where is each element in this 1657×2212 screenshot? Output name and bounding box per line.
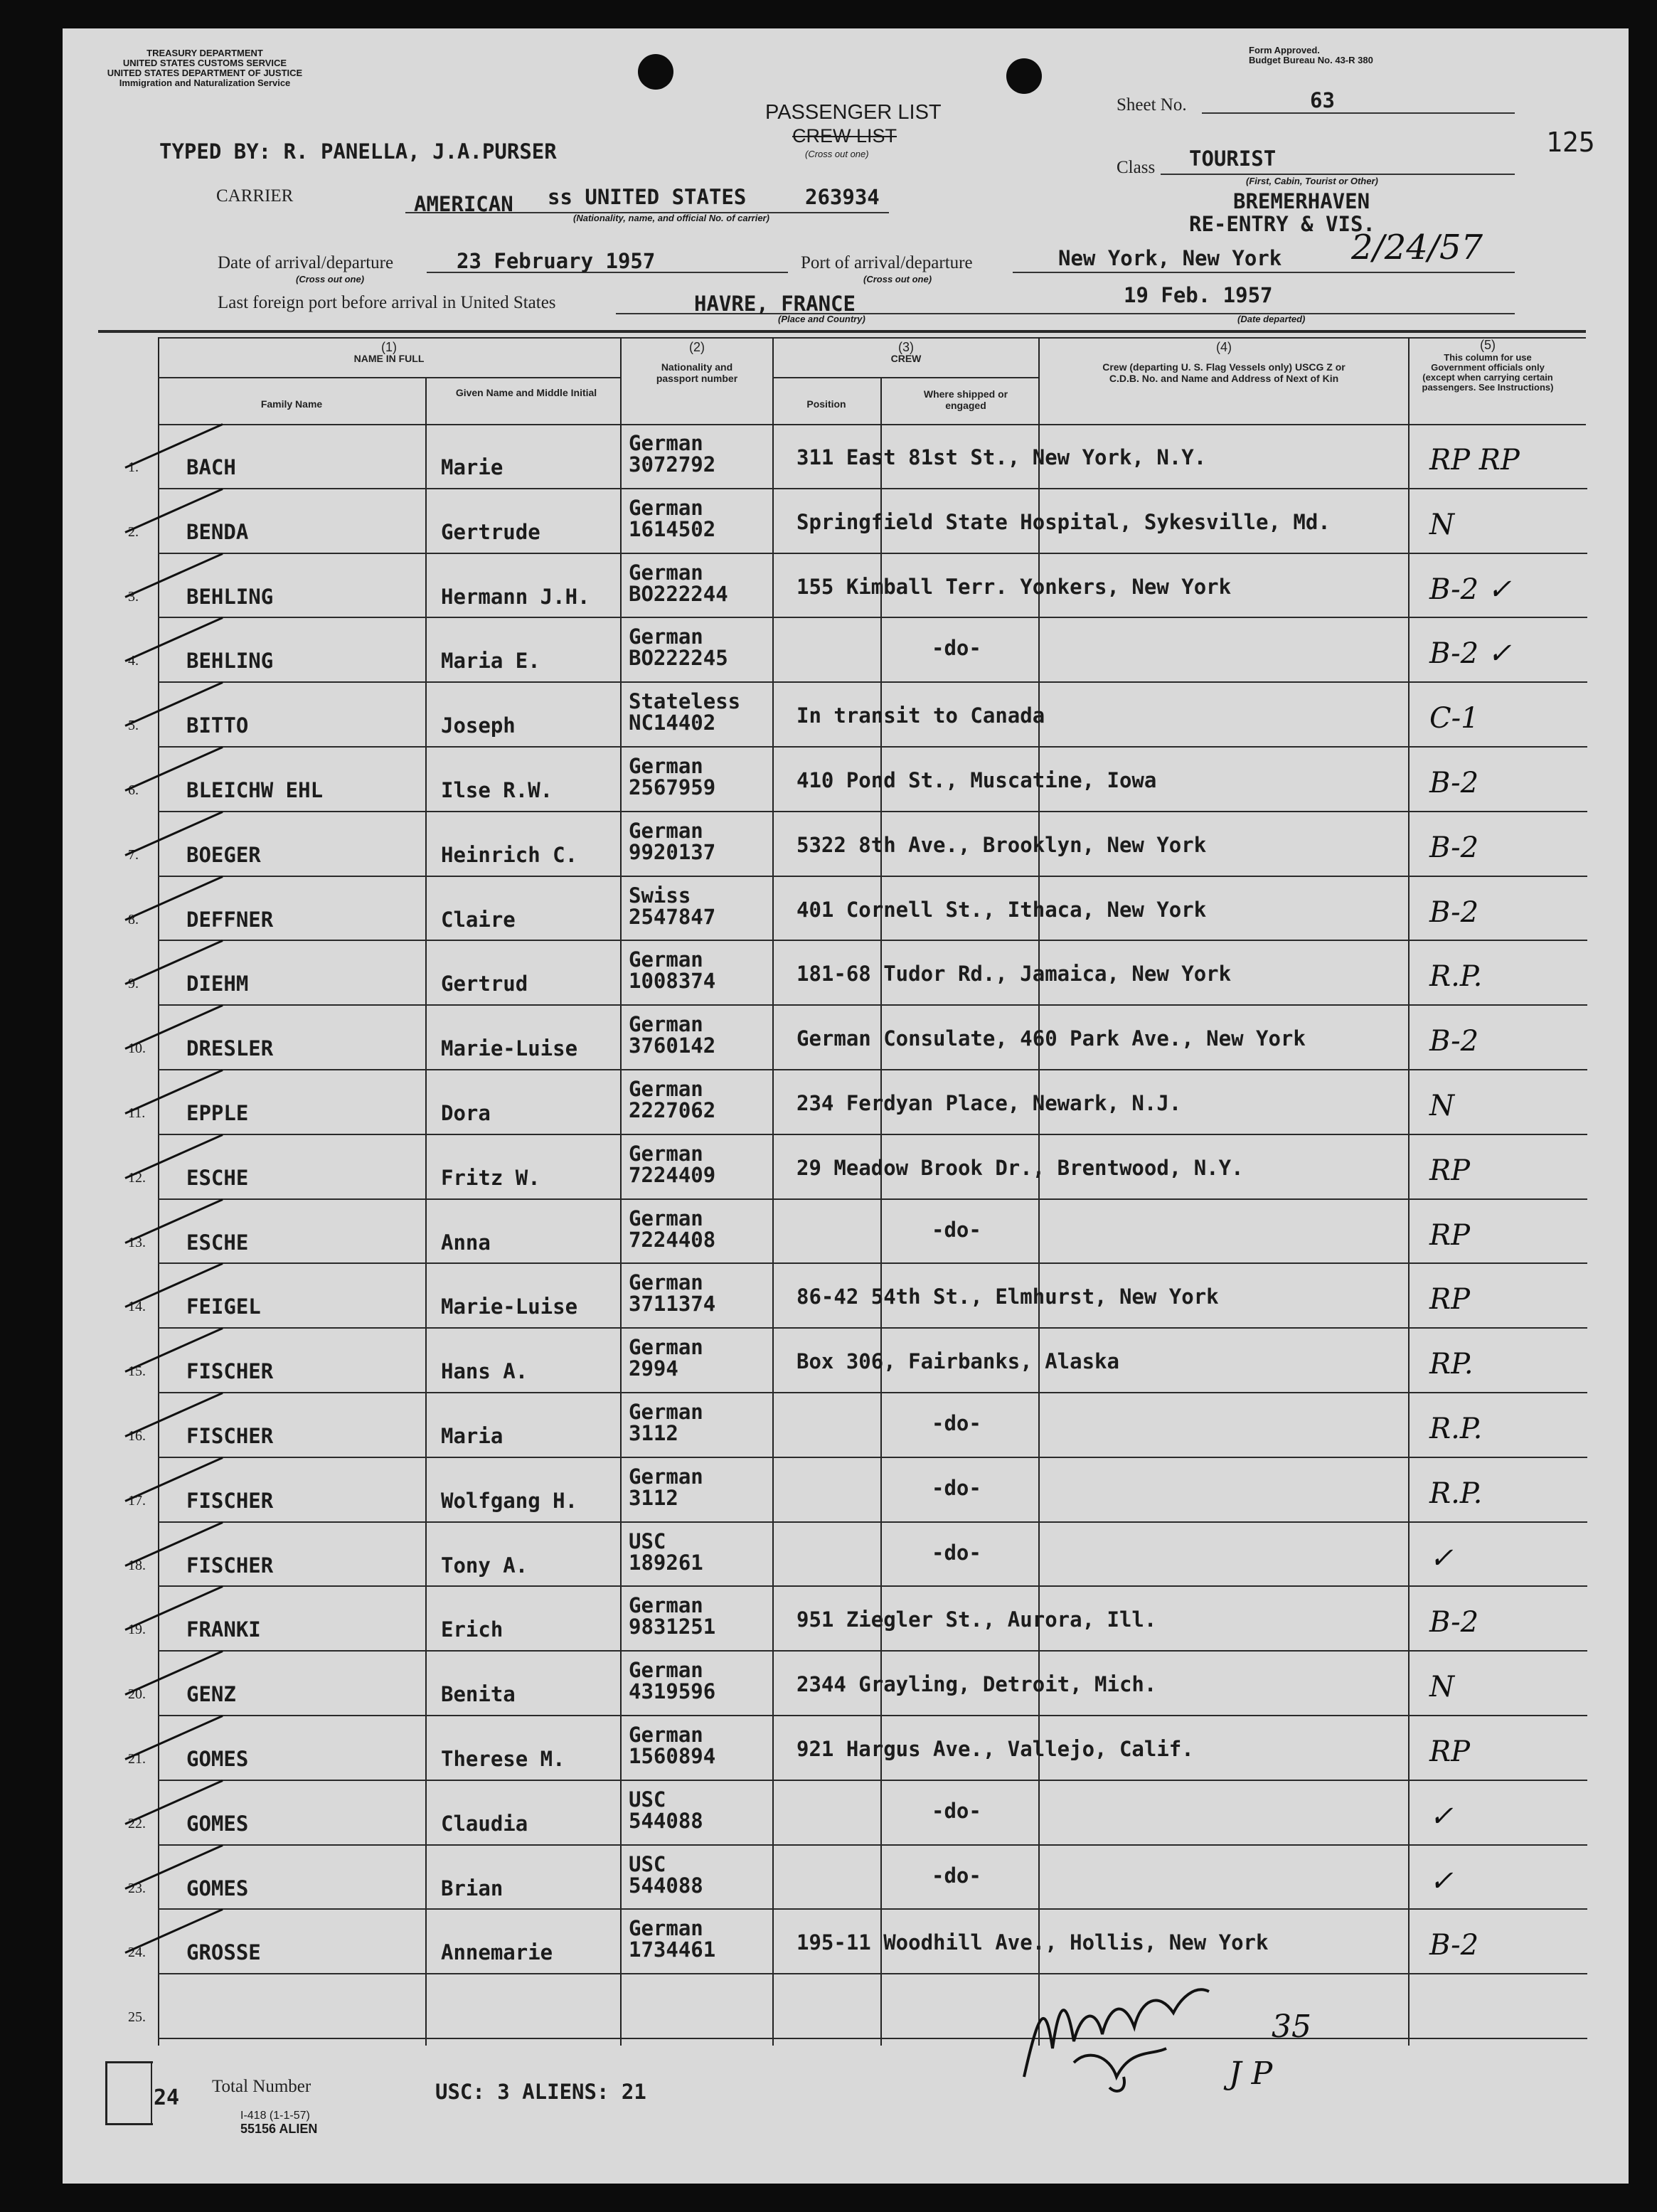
row-number: 19. <box>128 1622 146 1638</box>
nationality: German <box>629 1464 703 1489</box>
table-row <box>0 682 1657 746</box>
table-row <box>0 1070 1657 1134</box>
col-number-1: (1) <box>381 340 397 354</box>
govt-mark: R.P. <box>1429 1413 1483 1445</box>
date-crossout-note: (Cross out one) <box>296 274 365 285</box>
address: 5322 8th Ave., Brooklyn, New York <box>796 832 1207 857</box>
address: -do- <box>932 636 981 661</box>
family-name: DRESLER <box>186 1036 274 1061</box>
address: 155 Kimball Terr. Yonkers, New York <box>796 574 1232 599</box>
row-number: 20. <box>128 1686 146 1703</box>
handwritten-jp: J P <box>1229 2056 1273 2092</box>
row-number: 7. <box>128 846 139 863</box>
col-header-3 <box>774 341 1038 364</box>
table-row <box>0 1263 1657 1327</box>
given-name: Maria E. <box>441 649 540 674</box>
last-port-label: Last foreign port before arrival in United States <box>218 293 556 312</box>
table-row <box>0 1457 1657 1521</box>
form-code: 55156 ALIEN <box>240 2122 318 2136</box>
family-name: BACH <box>186 455 236 479</box>
handwritten-date: 2/24/57 <box>1351 228 1483 267</box>
table-row <box>0 1199 1657 1263</box>
form-approved-line: Form Approved. <box>1249 45 1320 55</box>
table-row <box>0 1651 1657 1715</box>
passport-number: 2567959 <box>629 775 716 799</box>
row-number: 2. <box>128 523 139 540</box>
row-number: 4. <box>128 653 139 669</box>
row-number: 22. <box>128 1815 146 1831</box>
table-row <box>0 1716 1657 1780</box>
table-row <box>0 1909 1657 1973</box>
address: 29 Meadow Brook Dr., Brentwood, N.Y. <box>796 1155 1244 1180</box>
table-row <box>0 876 1657 940</box>
passport-number: 7224409 <box>629 1162 716 1187</box>
col-title-crew-note: Crew (departing U. S. Flag Vessels only) USCG Z or C.D.B. No. and Name and Address of Next of Kin <box>1102 361 1346 384</box>
given-name: Hans A. <box>441 1359 528 1384</box>
port-label: Port of arrival/departure <box>801 253 973 272</box>
nationality: Stateless <box>629 689 741 714</box>
table-row <box>0 1974 1657 2038</box>
govt-mark: RP <box>1429 1283 1471 1317</box>
given-name: Annemarie <box>441 1940 553 1965</box>
form-number: I-418 (1-1-57) <box>240 2110 310 2122</box>
col-header-position: Position <box>806 398 846 410</box>
given-name: Hermann J.H. <box>441 584 590 609</box>
govt-mark: R.P. <box>1429 960 1483 994</box>
govt-mark: N <box>1429 1671 1454 1704</box>
family-name: EPPLE <box>186 1101 249 1125</box>
address: -do- <box>932 1217 981 1242</box>
col-header-2 <box>622 341 772 384</box>
passport-number: 189261 <box>629 1550 703 1575</box>
summary: USC: 3 ALIENS: 21 <box>435 2080 646 2104</box>
family-name: BOEGER <box>186 842 261 867</box>
departed-value: 19 Feb. 1957 <box>1124 283 1273 307</box>
col-header-family: Family Name <box>260 398 323 410</box>
family-name: BENDA <box>186 519 249 544</box>
nationality: USC <box>629 1787 666 1812</box>
address: 311 East 81st St., New York, N.Y. <box>796 445 1207 469</box>
passport-number: 1560894 <box>629 1744 716 1768</box>
passport-number: 544088 <box>629 1873 703 1898</box>
govt-mark: N <box>1429 508 1454 541</box>
address: -do- <box>932 1798 981 1823</box>
row-number: 1. <box>128 459 139 475</box>
class-value: TOURIST <box>1189 147 1277 171</box>
crew-header-rule <box>772 377 1038 378</box>
bremerhaven: BREMERHAVEN <box>1233 189 1370 213</box>
family-name: FISCHER <box>186 1488 274 1513</box>
given-name: Benita <box>441 1682 516 1707</box>
given-name: Marie <box>441 455 504 479</box>
govt-mark: B-2 <box>1429 767 1479 799</box>
nationality: German <box>629 624 703 649</box>
passport-number: 2227062 <box>629 1098 716 1122</box>
nationality: German <box>629 1141 703 1166</box>
place-note: (Place and Country) <box>778 314 865 324</box>
given-name: Gertrud <box>441 972 528 996</box>
given-name: Maria <box>441 1424 504 1448</box>
nationality: German <box>629 1335 703 1360</box>
family-name: BEHLING <box>186 649 274 674</box>
address: Box 306, Fairbanks, Alaska <box>796 1349 1119 1374</box>
agency-line-4: Immigration and Naturalization Service <box>119 78 291 88</box>
row-number: 15. <box>128 1363 146 1380</box>
family-name: DIEHM <box>186 972 249 996</box>
given-name: Heinrich C. <box>441 842 578 867</box>
family-name: GOMES <box>186 1811 249 1836</box>
given-name: Marie-Luise <box>441 1294 578 1319</box>
row-number: 14. <box>128 1299 146 1315</box>
passport-number: 1008374 <box>629 969 716 994</box>
address: Springfield State Hospital, Sykesville, Md. <box>796 509 1331 534</box>
family-name: FISCHER <box>186 1359 274 1384</box>
given-name: Claudia <box>441 1811 528 1836</box>
col-header-1 <box>158 341 620 364</box>
col-header-given: Given Name and Middle Initial <box>455 387 597 398</box>
family-name: FRANKI <box>186 1617 261 1642</box>
given-name: Erich <box>441 1617 504 1642</box>
passport-number: 9831251 <box>629 1615 716 1639</box>
govt-mark: N <box>1429 1090 1454 1122</box>
address: 2344 Grayling, Detroit, Mich. <box>796 1672 1157 1697</box>
given-name: Anna <box>441 1230 491 1255</box>
col-header-5 <box>1410 337 1566 393</box>
port-crossout-note: (Cross out one) <box>863 274 932 285</box>
port-value: New York, New York <box>1058 246 1282 270</box>
class-underline <box>1161 174 1515 175</box>
punch-hole-right <box>1006 58 1042 94</box>
col-number-2: (2) <box>689 340 705 354</box>
govt-mark: R.P. <box>1429 1477 1483 1510</box>
agency-line-1: TREASURY DEPARTMENT <box>146 48 263 58</box>
row-number: 10. <box>128 1041 146 1057</box>
family-name: FISCHER <box>186 1553 274 1578</box>
govt-mark: ✓ <box>1429 1799 1454 1833</box>
agency-line-2: UNITED STATES CUSTOMS SERVICE <box>122 58 287 68</box>
nationality: German <box>629 495 703 520</box>
passport-number: 2547847 <box>629 904 716 929</box>
row-divider <box>158 2038 1587 2039</box>
govt-mark: B-2 <box>1429 831 1479 864</box>
table-row <box>0 1780 1657 1844</box>
govt-mark: RP <box>1429 1154 1471 1187</box>
nationality: German <box>629 1077 703 1101</box>
col-title-nationality: Nationality and passport number <box>656 361 738 384</box>
given-name: Therese M. <box>441 1747 565 1771</box>
passport-number: 7224408 <box>629 1227 716 1252</box>
family-name: GOMES <box>186 1876 249 1900</box>
table-row <box>0 1328 1657 1392</box>
page-title: PASSENGER LIST <box>765 101 942 124</box>
agency-line-3: UNITED STATES DEPARTMENT OF JUSTICE <box>107 68 303 78</box>
table-row <box>0 489 1657 553</box>
address: 921 Hargus Ave., Vallejo, Calif. <box>796 1737 1194 1761</box>
passport-number: 9920137 <box>629 839 716 864</box>
row-number: 8. <box>128 911 139 927</box>
table-top-border-inner <box>158 337 1586 339</box>
table-row <box>0 424 1657 488</box>
given-name: Gertrude <box>441 519 540 544</box>
passport-number: 1614502 <box>629 516 716 541</box>
passport-number: BO222245 <box>629 646 728 671</box>
govt-mark: B-2 <box>1429 1929 1479 1962</box>
carrier-nationality: AMERICAN <box>414 192 513 216</box>
row-number: 16. <box>128 1428 146 1444</box>
row-number: 24. <box>128 1945 146 1961</box>
family-name: BITTO <box>186 713 249 738</box>
table-row <box>0 1005 1657 1069</box>
carrier-label: CARRIER <box>216 186 294 206</box>
signature <box>1010 1970 1223 2098</box>
row-number: 5. <box>128 718 139 734</box>
passport-number: 3072792 <box>629 452 716 477</box>
page-number: 125 <box>1546 127 1595 158</box>
passport-number: BO222244 <box>629 581 728 606</box>
row-number: 3. <box>128 588 139 605</box>
nationality: German <box>629 1270 703 1295</box>
given-name: Brian <box>441 1876 504 1900</box>
row-number: 23. <box>128 1880 146 1896</box>
given-name: Wolfgang H. <box>441 1488 578 1513</box>
row-number: 17. <box>128 1492 146 1509</box>
govt-mark: ✓ <box>1429 1864 1454 1898</box>
col-title-govt: This column for use Government officials only (except when carrying certain passengers. See Instructions) <box>1422 352 1554 393</box>
address: 195-11 Woodhill Ave., Hollis, New York <box>796 1930 1269 1955</box>
address: 234 Ferdyan Place, Newark, N.J. <box>796 1091 1182 1115</box>
nationality: German <box>629 1206 703 1230</box>
sheet-number: 63 <box>1310 88 1335 112</box>
typed-by: TYPED BY: R. PANELLA, J.A.PURSER <box>159 139 557 164</box>
table-row <box>0 940 1657 1004</box>
family-name: FEIGEL <box>186 1294 261 1319</box>
govt-mark: B-2 <box>1429 895 1479 929</box>
table-row <box>0 553 1657 617</box>
total-box-divider <box>151 2061 152 2124</box>
table-row <box>0 1586 1657 1650</box>
family-name: ESCHE <box>186 1230 249 1255</box>
govt-mark: RP <box>1429 1735 1471 1768</box>
address: 181-68 Tudor Rd., Jamaica, New York <box>796 962 1232 987</box>
passport-number: 544088 <box>629 1808 703 1833</box>
address: German Consulate, 460 Park Ave., New York <box>796 1026 1306 1051</box>
address: -do- <box>932 1863 981 1888</box>
row-number: 9. <box>128 976 139 992</box>
passport-number: NC14402 <box>629 711 716 735</box>
page-subtitle: CREW LIST <box>792 125 897 147</box>
family-name: BLEICHW EHL <box>186 778 324 802</box>
row-number: 6. <box>128 782 139 798</box>
row-number: 18. <box>128 1557 146 1573</box>
punch-hole-left <box>638 54 673 90</box>
handwritten-35: 35 <box>1272 2009 1311 2045</box>
nationality: German <box>629 1400 703 1424</box>
nationality: German <box>629 1916 703 1941</box>
govt-mark: RP RP <box>1429 444 1520 477</box>
col-title-crew: CREW <box>890 353 922 364</box>
class-label: Class <box>1117 158 1156 177</box>
date-label: Date of arrival/departure <box>218 253 394 272</box>
table-row <box>0 812 1657 876</box>
total-label: Total Number <box>212 2077 311 2096</box>
address: 410 Pond St., Muscatine, Iowa <box>796 768 1157 792</box>
row-number: 11. <box>128 1105 146 1121</box>
address: In transit to Canada <box>796 703 1045 728</box>
nationality: USC <box>629 1851 666 1876</box>
col-title-name: NAME IN FULL <box>353 353 425 364</box>
table-row <box>0 1134 1657 1198</box>
govt-mark: B-2 <box>1429 1025 1479 1058</box>
table-top-border <box>98 330 1586 333</box>
given-name: Marie-Luise <box>441 1036 578 1061</box>
col-header-4 <box>1040 341 1408 384</box>
total-number: 24 <box>154 2085 180 2110</box>
table-row <box>0 1845 1657 1909</box>
nationality: Swiss <box>629 883 691 908</box>
port-underline <box>1013 272 1515 273</box>
passport-number: 3711374 <box>629 1292 716 1317</box>
given-name: Claire <box>441 907 516 932</box>
address: 86-42 54th St., Elmhurst, New York <box>796 1285 1219 1309</box>
passport-number: 4319596 <box>629 1679 716 1704</box>
table-row <box>0 747 1657 811</box>
family-name: FISCHER <box>186 1424 274 1448</box>
total-box <box>105 2061 153 2125</box>
carrier-note: (Nationality, name, and official No. of carrier) <box>573 213 769 223</box>
nationality: German <box>629 1658 703 1683</box>
crossout-note: (Cross out one) <box>805 149 869 159</box>
nationality: USC <box>629 1528 666 1553</box>
passport-number: 3760142 <box>629 1033 716 1058</box>
col-number-3: (3) <box>898 340 914 354</box>
address: -do- <box>932 1411 981 1435</box>
govt-mark: RP. <box>1429 1348 1474 1381</box>
nationality: German <box>629 431 703 455</box>
address: -do- <box>932 1475 981 1500</box>
last-port-value: HAVRE, FRANCE <box>694 292 856 316</box>
family-name: DEFFNER <box>186 907 274 932</box>
table-row <box>0 617 1657 681</box>
govt-mark: ✓ <box>1429 1541 1454 1575</box>
given-name: Tony A. <box>441 1553 528 1578</box>
nationality: German <box>629 818 703 843</box>
nationality: German <box>629 1593 703 1618</box>
family-name: GOMES <box>186 1747 249 1771</box>
departed-note: (Date departed) <box>1237 314 1306 324</box>
govt-mark: B-2 ✓ <box>1429 573 1512 606</box>
family-name: GENZ <box>186 1682 236 1707</box>
sheet-underline <box>1202 112 1515 114</box>
col-number-4: (4) <box>1216 340 1232 354</box>
address: -do- <box>932 1540 981 1565</box>
given-name: Ilse R.W. <box>441 778 553 802</box>
table-row <box>0 1522 1657 1586</box>
nationality: German <box>629 947 703 972</box>
govt-mark: B-2 ✓ <box>1429 637 1512 671</box>
date-value: 23 February 1957 <box>457 249 656 273</box>
class-note: (First, Cabin, Tourist or Other) <box>1246 176 1378 186</box>
passport-number: 2994 <box>629 1356 678 1381</box>
govt-mark: RP <box>1429 1218 1471 1252</box>
govt-mark: C-1 <box>1429 702 1479 735</box>
nationality: German <box>629 1723 703 1747</box>
given-name: Joseph <box>441 713 516 738</box>
form-approved <box>1249 46 1373 65</box>
passport-number: 3112 <box>629 1485 678 1510</box>
nationality: German <box>629 1012 703 1037</box>
carrier-vessel: ss UNITED STATES <box>548 185 747 209</box>
row-number: 13. <box>128 1234 146 1250</box>
carrier-number: 263934 <box>805 185 880 209</box>
address: 401 Cornell St., Ithaca, New York <box>796 897 1207 922</box>
address: 951 Ziegler St., Aurora, Ill. <box>796 1607 1157 1632</box>
sheet-label: Sheet No. <box>1117 95 1187 115</box>
col-header-shipped: Where shipped or engaged <box>923 388 1008 411</box>
agency-block <box>98 48 311 88</box>
row-number: 25. <box>128 2009 146 2026</box>
passport-number: 3112 <box>629 1421 678 1445</box>
row-number: 21. <box>128 1751 146 1767</box>
given-name: Dora <box>441 1101 491 1125</box>
family-name: ESCHE <box>186 1165 249 1190</box>
family-name: GROSSE <box>186 1940 261 1965</box>
family-name: BEHLING <box>186 584 274 609</box>
reentry: RE-ENTRY & VIS. <box>1189 212 1375 236</box>
passport-number: 1734461 <box>629 1937 716 1962</box>
budget-bureau-line: Budget Bureau No. 43-R 380 <box>1249 55 1373 65</box>
nationality: German <box>629 754 703 778</box>
given-name: Fritz W. <box>441 1165 540 1190</box>
govt-mark: B-2 <box>1429 1606 1479 1639</box>
name-header-rule <box>158 377 620 378</box>
nationality: German <box>629 560 703 585</box>
table-row <box>0 1393 1657 1457</box>
row-number: 12. <box>128 1169 146 1186</box>
col-number-5: (5) <box>1480 338 1496 352</box>
